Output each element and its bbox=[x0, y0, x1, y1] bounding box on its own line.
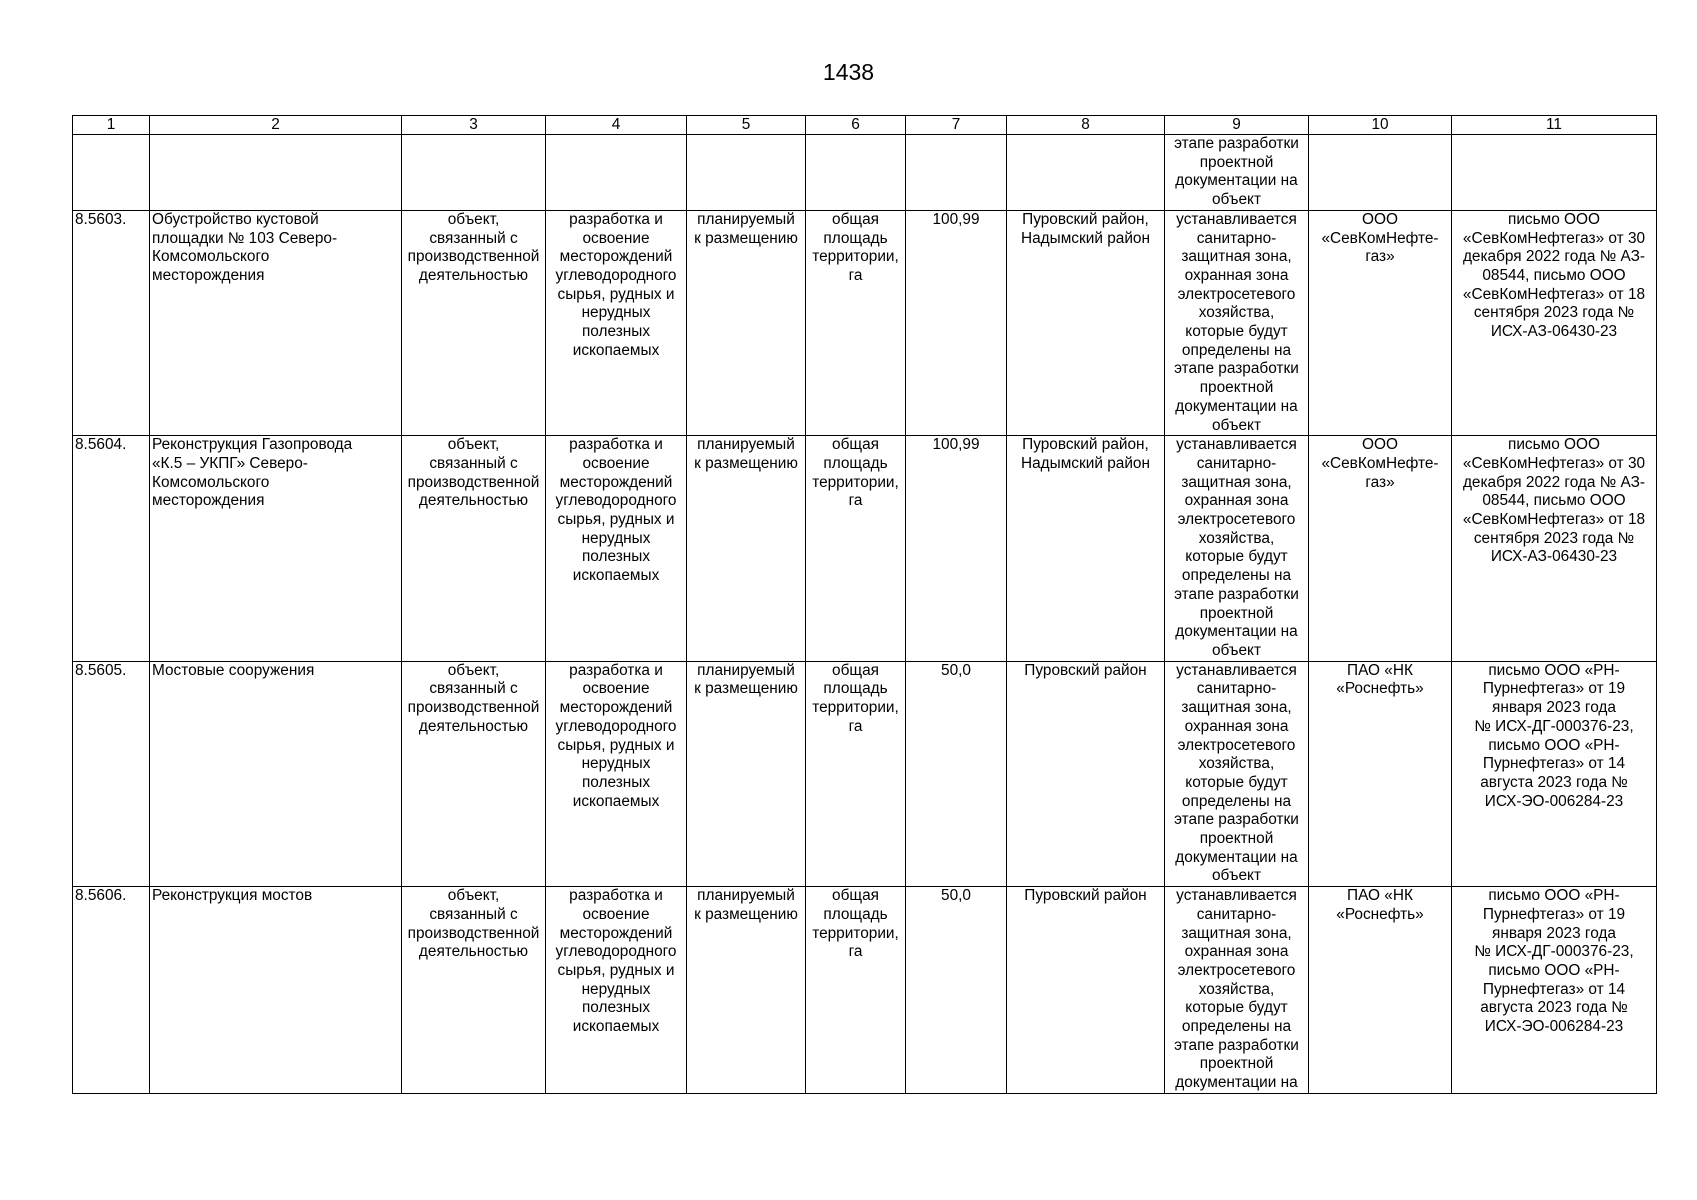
header-cell-11: 11 bbox=[1452, 116, 1657, 135]
row-number: 8.5603. bbox=[73, 210, 150, 435]
object-characteristic: общая площадь территории, га bbox=[806, 210, 906, 435]
row-number: 8.5604. bbox=[73, 436, 150, 661]
empty-cell bbox=[687, 135, 806, 211]
empty-cell bbox=[1007, 135, 1165, 211]
object-value: 100,99 bbox=[906, 436, 1007, 661]
object-status: планируемый к размещению bbox=[687, 210, 806, 435]
object-location: Пуровский район bbox=[1007, 661, 1165, 886]
header-cell-7: 7 bbox=[906, 116, 1007, 135]
table-row bbox=[73, 210, 1657, 435]
object-purpose: разработка и освоение месторождений углеводородного сырья, рудных и нерудных полезных ископаемых bbox=[546, 210, 687, 435]
table-row bbox=[73, 887, 1657, 1094]
object-characteristic: общая площадь территории, га bbox=[806, 661, 906, 886]
object-type: объект, связанный с производственной деятельностью bbox=[402, 887, 546, 1094]
continuation-row bbox=[73, 135, 1657, 211]
header-cell-10: 10 bbox=[1309, 116, 1452, 135]
header-cell-9: 9 bbox=[1165, 116, 1309, 135]
object-characteristic: общая площадь территории, га bbox=[806, 887, 906, 1094]
empty-cell bbox=[73, 135, 150, 211]
header-row bbox=[73, 116, 1657, 135]
object-purpose: разработка и освоение месторождений углеводородного сырья, рудных и нерудных полезных ископаемых bbox=[546, 436, 687, 661]
object-type: объект, связанный с производственной деятельностью bbox=[402, 661, 546, 886]
object-value: 100,99 bbox=[906, 210, 1007, 435]
empty-cell bbox=[906, 135, 1007, 211]
object-status: планируемый к размещению bbox=[687, 661, 806, 886]
empty-cell bbox=[546, 135, 687, 211]
object-location: Пуровский район, Надымский район bbox=[1007, 210, 1165, 435]
row-number: 8.5605. bbox=[73, 661, 150, 886]
object-owner: ООО «СевКомНефте- газ» bbox=[1309, 436, 1452, 661]
object-status: планируемый к размещению bbox=[687, 887, 806, 1094]
table-row bbox=[73, 436, 1657, 661]
page-number: 1438 bbox=[822, 59, 875, 85]
object-name: Обустройство кустовой площадки № 103 Северо- Комсомольского месторождения bbox=[150, 210, 402, 435]
object-basis: письмо ООО «РН- Пурнефтегаз» от 19 января 2023 года № ИСХ-ДГ-000376-23, письмо ООО «РН- Пурнефтегаз» от 14 августа 2023 года № ИСХ-ЭО-006284-23 bbox=[1452, 887, 1657, 1094]
object-value: 50,0 bbox=[906, 887, 1007, 1094]
header-cell-8: 8 bbox=[1007, 116, 1165, 135]
empty-cell bbox=[402, 135, 546, 211]
object-owner: ПАО «НК «Роснефть» bbox=[1309, 661, 1452, 886]
empty-cell bbox=[150, 135, 402, 211]
object-type: объект, связанный с производственной деятельностью bbox=[402, 436, 546, 661]
empty-cell bbox=[1309, 135, 1452, 211]
object-type: объект, связанный с производственной деятельностью bbox=[402, 210, 546, 435]
header-cell-4: 4 bbox=[546, 116, 687, 135]
object-basis: письмо ООО «СевКомНефтегаз» от 30 декабря 2022 года № АЗ- 08544, письмо ООО «СевКомНефтегаз» от 18 сентября 2023 года № ИСХ-АЗ-06430-23 bbox=[1452, 210, 1657, 435]
header-cell-3: 3 bbox=[402, 116, 546, 135]
object-owner: ПАО «НК «Роснефть» bbox=[1309, 887, 1452, 1094]
object-location: Пуровский район bbox=[1007, 887, 1165, 1094]
object-name: Реконструкция Газопровода «К.5 – УКПГ» Северо- Комсомольского месторождения bbox=[150, 436, 402, 661]
object-owner: ООО «СевКомНефте- газ» bbox=[1309, 210, 1452, 435]
object-purpose: разработка и освоение месторождений углеводородного сырья, рудных и нерудных полезных ископаемых bbox=[546, 887, 687, 1094]
object-purpose: разработка и освоение месторождений углеводородного сырья, рудных и нерудных полезных ископаемых bbox=[546, 661, 687, 886]
header-cell-5: 5 bbox=[687, 116, 806, 135]
zones-cell: устанавливается санитарно- защитная зона, охранная зона электросетевого хозяйства, которые будут определены на этапе разработки проектной документации на объект bbox=[1165, 210, 1309, 435]
object-basis: письмо ООО «РН- Пурнефтегаз» от 19 января 2023 года № ИСХ-ДГ-000376-23, письмо ООО «РН- Пурнефтегаз» от 14 августа 2023 года № ИСХ-ЭО-006284-23 bbox=[1452, 661, 1657, 886]
zones-cell: устанавливается санитарно- защитная зона, охранная зона электросетевого хозяйства, которые будут определены на этапе разработки проектной документации на объект bbox=[1165, 661, 1309, 886]
header-cell-1: 1 bbox=[73, 116, 150, 135]
objects-table bbox=[72, 115, 1657, 1094]
row-number: 8.5606. bbox=[73, 887, 150, 1094]
header-cell-6: 6 bbox=[806, 116, 906, 135]
object-location: Пуровский район, Надымский район bbox=[1007, 436, 1165, 661]
object-value: 50,0 bbox=[906, 661, 1007, 886]
empty-cell bbox=[806, 135, 906, 211]
object-name: Реконструкция мостов bbox=[150, 887, 402, 1094]
object-characteristic: общая площадь территории, га bbox=[806, 436, 906, 661]
header-cell-2: 2 bbox=[150, 116, 402, 135]
object-status: планируемый к размещению bbox=[687, 436, 806, 661]
zones-cell: устанавливается санитарно- защитная зона, охранная зона электросетевого хозяйства, которые будут определены на этапе разработки проектной документации на bbox=[1165, 887, 1309, 1094]
table-row bbox=[73, 661, 1657, 886]
object-name: Мостовые сооружения bbox=[150, 661, 402, 886]
zones-cell: устанавливается санитарно- защитная зона, охранная зона электросетевого хозяйства, которые будут определены на этапе разработки проектной документации на объект bbox=[1165, 436, 1309, 661]
empty-cell bbox=[1452, 135, 1657, 211]
object-basis: письмо ООО «СевКомНефтегаз» от 30 декабря 2022 года № АЗ- 08544, письмо ООО «СевКомНефтегаз» от 18 сентября 2023 года № ИСХ-АЗ-06430-23 bbox=[1452, 436, 1657, 661]
zones-cell: этапе разработки проектной документации на объект bbox=[1165, 135, 1309, 211]
